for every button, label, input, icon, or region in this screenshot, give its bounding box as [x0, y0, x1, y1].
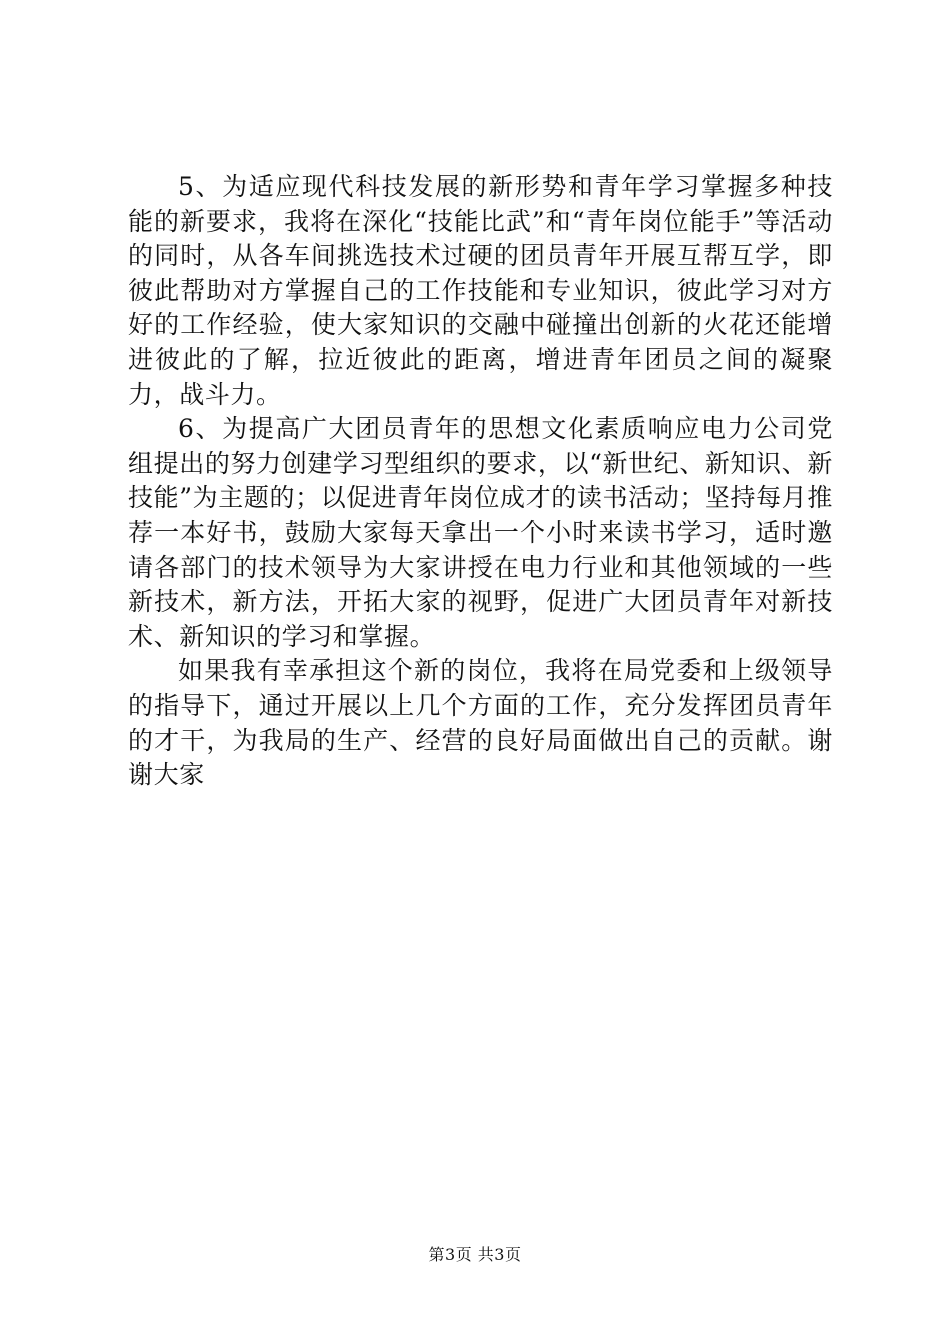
document-body [128, 170, 833, 793]
closing-paragraph: 如果我有幸承担这个新的岗位，我将在局党委和上级领导的指导下，通过开展以上几个方面的工作，充分发挥团员青年的才干，为我局的生产、经营的良好局面做出自己的贡献。谢谢大家 [128, 656, 833, 790]
page-footer: 第3页 共3页 [428, 1245, 522, 1264]
paragraph-6: 6、为提高广大团员青年的思想文化素质响应电力公司党组提出的努力创建学习型组织的要求，以“新世纪、新知识、新技能”为主题的；以促进青年岗位成才的读书活动；坚持每月推荐一本好书，鼓励大家每天拿出一个小时来读书学习，适时邀请各部门的技术领导为大家讲授在电力行业和其他领域的一些新技术，新方法，开拓大家的视野，促进广大团员青年对新技术、新知识的学习和掌握。 [128, 414, 833, 651]
paragraph-5: 5、为适应现代科技发展的新形势和青年学习掌握多种技能的新要求，我将在深化“技能比武”和“青年岗位能手”等活动的同时，从各车间挑选技术过硬的团员青年开展互帮互学，即彼此帮助对方掌握自己的工作技能和专业知识，彼此学习对方好的工作经验，使大家知识的交融中碰撞出创新的火花还能增进彼此的了解，拉近彼此的距离，增进青年团员之间的凝聚力，战斗力。 [128, 172, 833, 409]
